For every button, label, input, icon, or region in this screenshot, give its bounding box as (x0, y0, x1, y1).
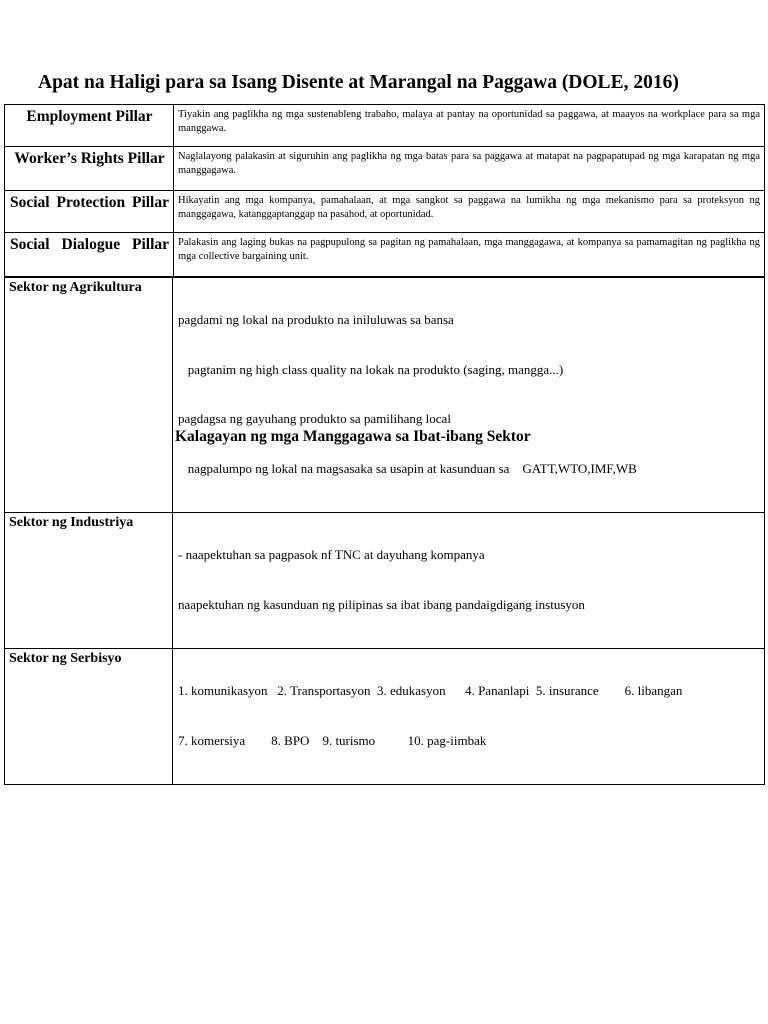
sector-line: naapektuhan ng kasunduan ng pilipinas sa ibat ibang pandaigdigang instusyon (178, 596, 585, 612)
document-title: Apat na Haligi para sa Isang Disente at Marangal na Paggawa (DOLE, 2016) (38, 72, 679, 93)
table-row (5, 105, 765, 147)
pillars-table (4, 104, 765, 277)
sector-label: Sektor ng Serbisyo (5, 649, 173, 785)
pillar-label: Worker’s Rights Pillar (5, 147, 174, 191)
sector-label: Sektor ng Agrikultura (5, 278, 173, 513)
pillar-label: Social Protection Pillar (5, 191, 174, 233)
sector-details (173, 649, 765, 785)
pillar-description: Naglalayong palakasin at siguruhin ang paglikha ng mga batas para sa paggawa at matapat na pagpapatupad ng mga karapatan ng mga manggagawa. (174, 147, 765, 191)
table-row (5, 649, 765, 785)
pillar-label: Employment Pillar (5, 105, 174, 147)
sector-line: pagtanim ng high class quality na lokak na produkto (saging, mangga...) (178, 361, 564, 377)
sectors-table (4, 277, 765, 785)
sector-line: 1. komunikasyon 2. Transportasyon 3. edukasyon 4. Pananlapi 5. insurance 6. libangan (178, 683, 683, 698)
table-row (5, 233, 765, 277)
sector-line: pagdami ng lokal na produkto na iniluluwas sa bansa (178, 312, 454, 327)
sector-line: - naapektuhan sa pagpasok nf TNC at dayuhang kompanya (178, 547, 485, 562)
sector-label: Sektor ng Industriya (5, 513, 173, 649)
pillar-description: Tiyakin ang paglikha ng mga sustenableng trabaho, malaya at pantay na oportunidad sa paggawa, at maayos na workplace para sa mga manggawa. (174, 105, 765, 147)
sector-line: 7. komersiya 8. BPO 9. turismo 10. pag-iimbak (178, 732, 487, 748)
pillar-description: Palakasin ang laging bukas na pagpupulong sa pagitan ng pamahalaan, mga manggagawa, at kompanya sa pamamagitan ng paglikha ng mga collective bargaining unit. (174, 233, 765, 277)
pillar-label: Social Dialogue Pillar (5, 233, 174, 277)
sector-details (173, 513, 765, 649)
pillar-description: Hikayatin ang mga kompanya, pamahalaan, at mga sangkot sa paggawa na lumikha ng mga mekanismo para sa proteksyon ng manggagawa, katanggaptanggap na pasahod, at oportunidad. (174, 191, 765, 233)
table-row (5, 191, 765, 233)
table-caption: Kalagayan ng mga Manggagawa sa Ibat-ibang Sektor (175, 428, 531, 445)
table-row (5, 278, 765, 513)
table-row (5, 513, 765, 649)
sector-line: pagdagsa ng gayuhang produkto sa pamilihang local (178, 411, 451, 426)
table-row (5, 147, 765, 191)
sector-details (173, 278, 765, 513)
sector-line: nagpalumpo ng lokal na magsasaka sa usapin at kasunduan sa GATT,WTO,IMF,WB (178, 460, 637, 476)
